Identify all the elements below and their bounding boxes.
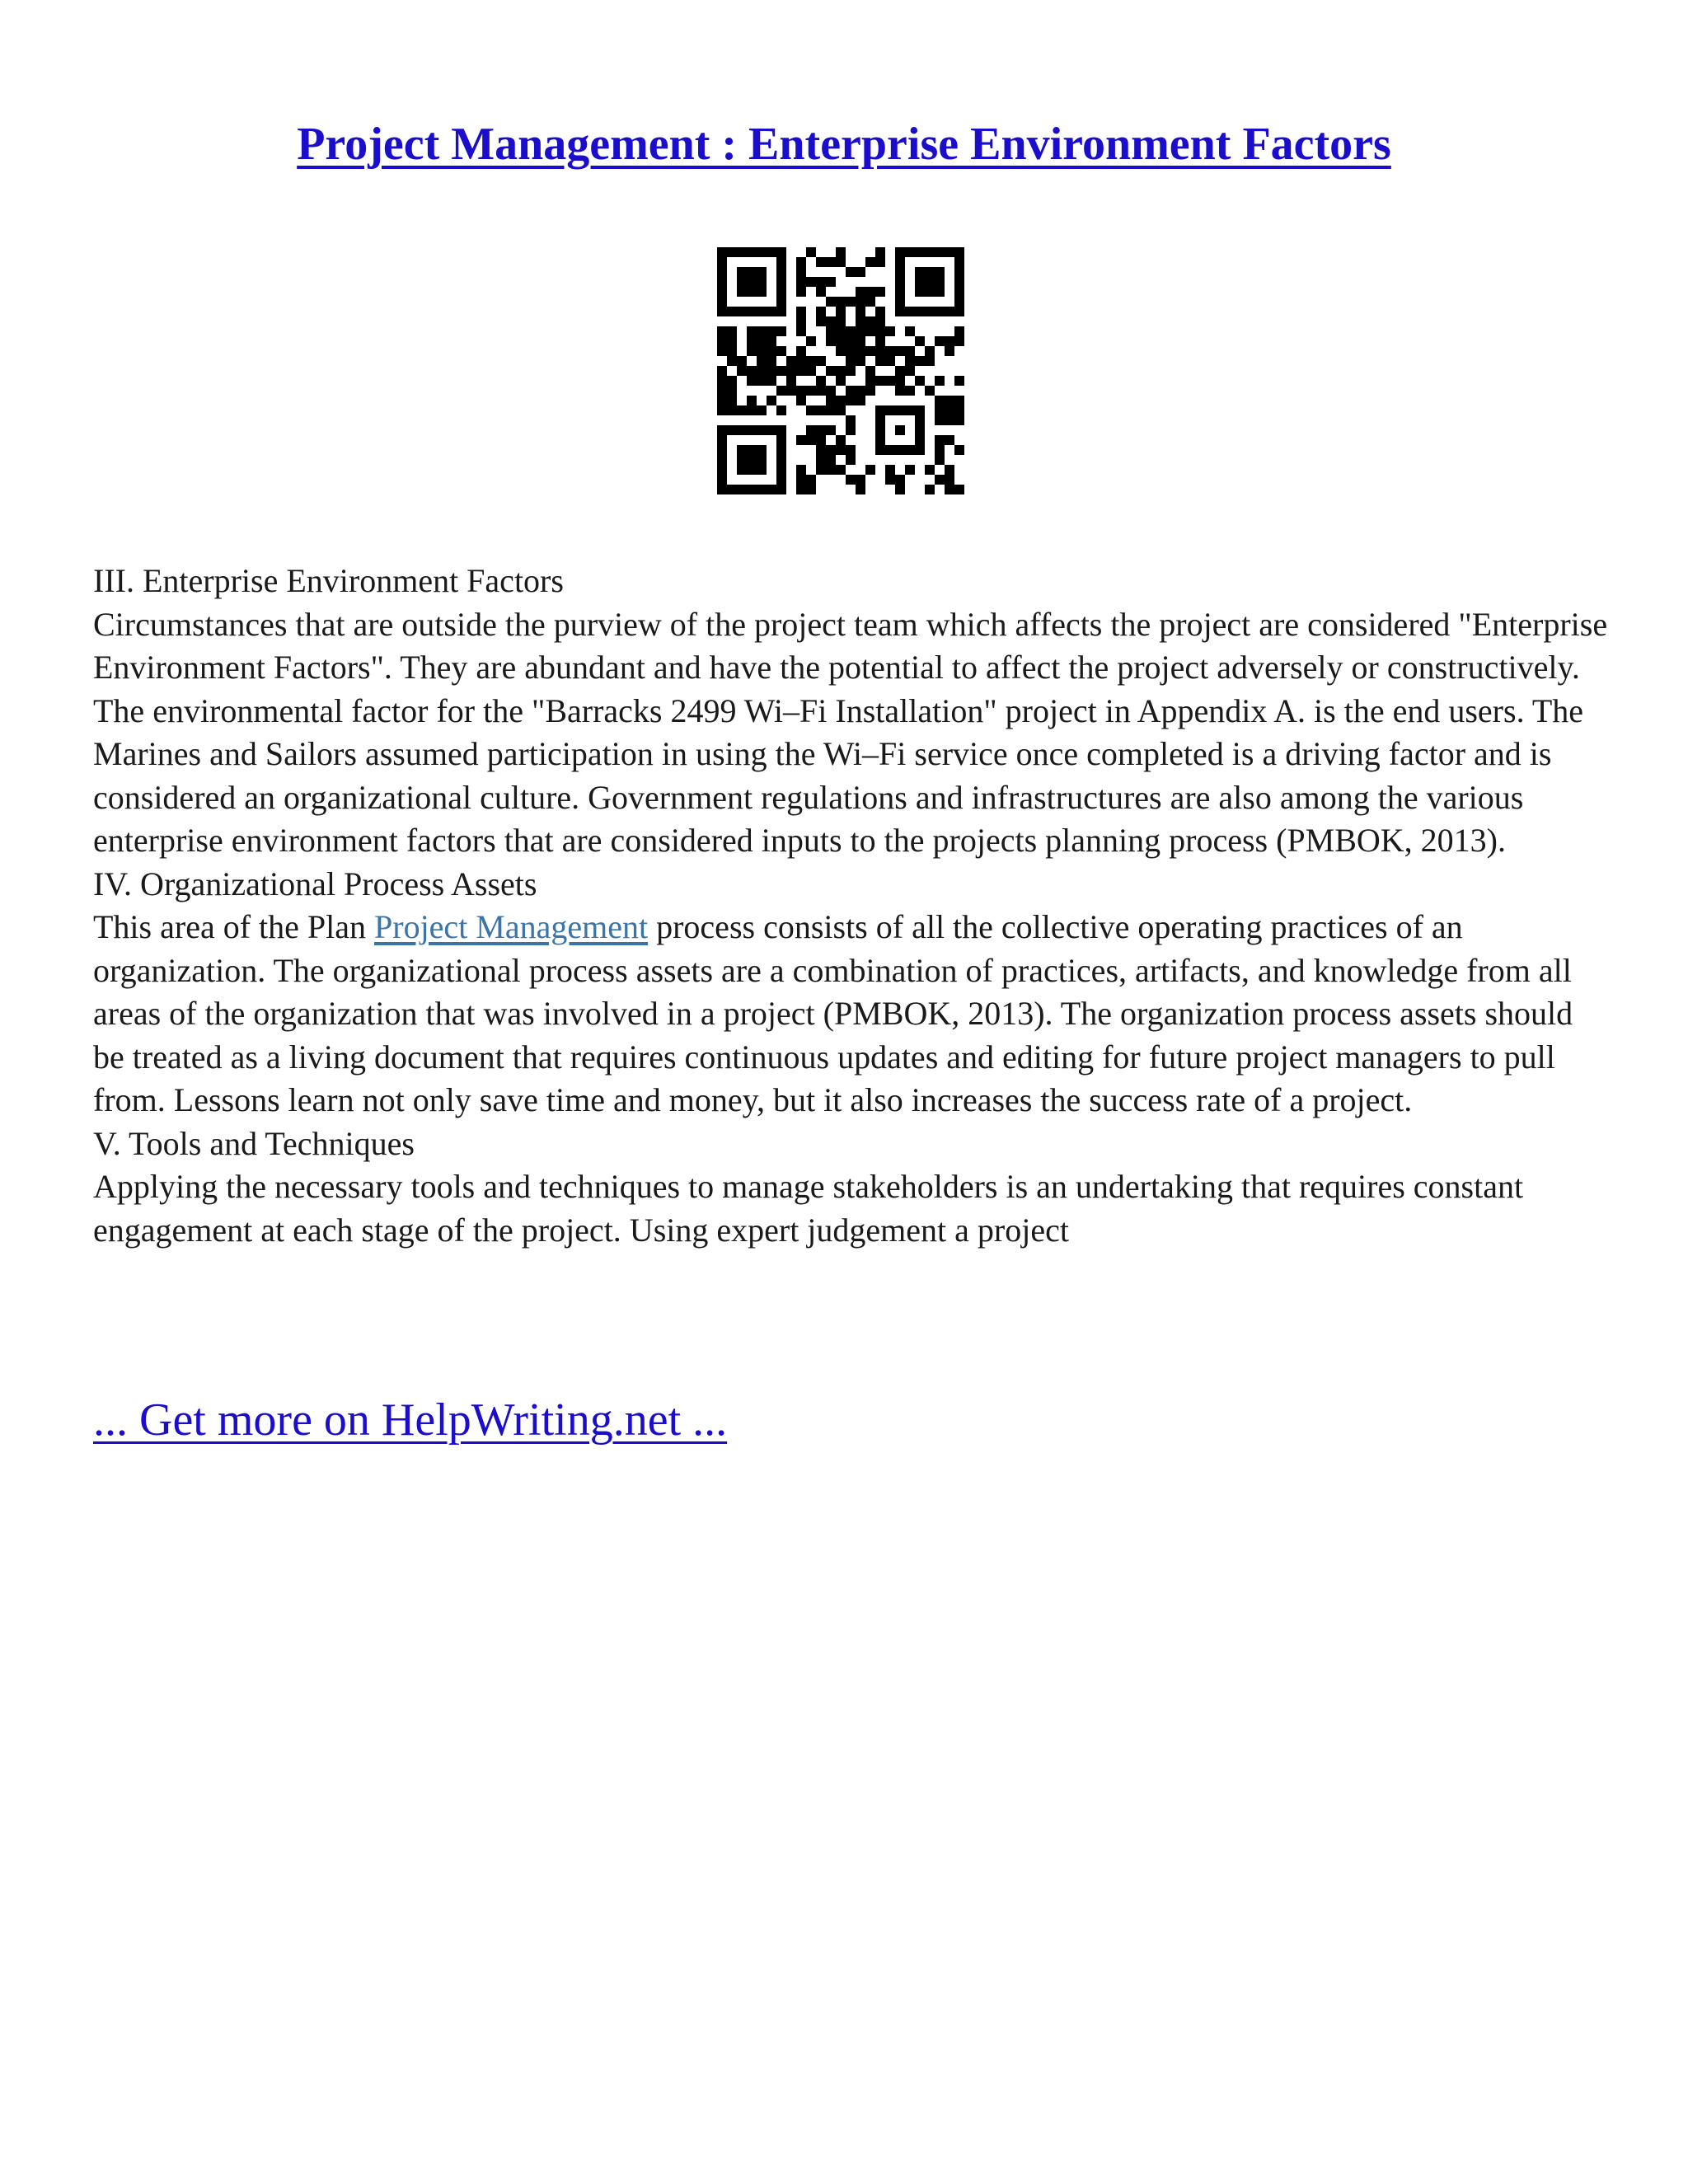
more-link-container — [93, 1391, 727, 1449]
paragraph-text: This area of the Plan — [93, 908, 374, 945]
section-paragraph: Circumstances that are outside the purview of the project team which affects the project are considered "Enterprise Environment Factors". They are abundant and have the potential to affect the project adversely or constructively. The environmental factor for the "Barracks 2499 Wi–Fi Installation" project in Appendix A. is the end users. The Marines and Sailors assumed participation in using the Wi–Fi service once completed is a driving factor and is considered an organizational culture. Government regulations and infrastructures are also among the various enterprise environment factors that are considered inputs to the projects planning process (PMBOK, 2013). — [93, 605, 1608, 859]
qr-code-icon — [717, 247, 964, 494]
get-more-link[interactable]: ... Get more on HelpWriting.net ... — [93, 1394, 728, 1446]
title-link[interactable]: Project Management : Enterprise Environment Factors — [297, 119, 1391, 170]
paragraph-text: process consists of all the collective operating practices of an organization. The organizational process assets are a combination of practices, artifacts, and knowledge from all areas of the organization that was involved in a project (PMBOK, 2013). The organization process assets should be treated as a living document that requires continuous updates and editing for future project managers to pull from. Lessons learn not only save time and money, but it also increases the success rate of a project. — [93, 908, 1573, 1118]
section-heading: III. Enterprise Environment Factors — [93, 562, 564, 599]
article-body — [93, 560, 1610, 1252]
section-paragraph — [93, 906, 1610, 1122]
section-paragraph: Applying the necessary tools and techniques to manage stakeholders is an undertaking that requires constant engagement at each stage of the project. Using expert judgement a project — [93, 1168, 1524, 1249]
section-heading: IV. Organizational Process Assets — [93, 865, 537, 902]
project-management-link[interactable]: Project Management — [374, 908, 649, 945]
section-heading: V. Tools and Techniques — [93, 1124, 415, 1162]
page-title — [0, 115, 1688, 173]
